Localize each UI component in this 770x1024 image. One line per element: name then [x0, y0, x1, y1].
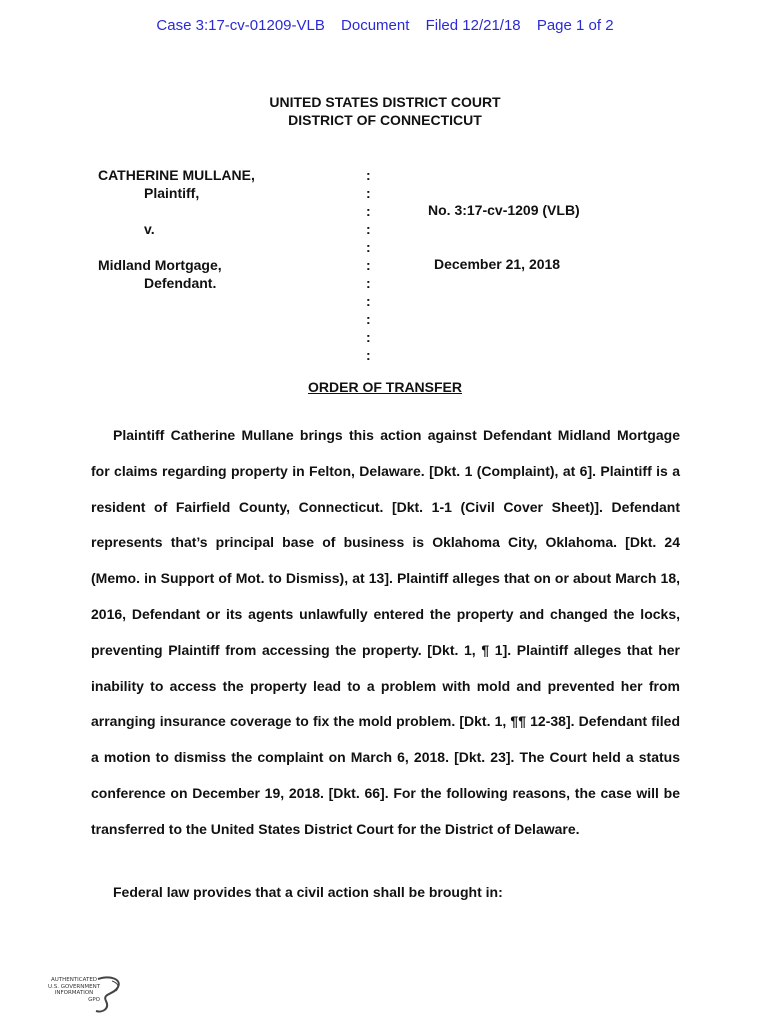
- eagle-icon: [92, 975, 126, 1015]
- defendant-name: Midland Mortgage,: [98, 257, 222, 273]
- case-number: No. 3:17-cv-1209 (VLB): [428, 202, 580, 218]
- defendant-role: Defendant.: [144, 275, 217, 291]
- order-title: ORDER OF TRANSFER: [308, 379, 462, 395]
- caption-colon: :: [366, 275, 371, 291]
- filed-date: Filed 12/21/18: [425, 17, 521, 34]
- caption-colon: :: [366, 329, 371, 345]
- caption-colon-column: [366, 166, 371, 364]
- gpo-authentication-logo: [44, 975, 134, 1015]
- caption-colon: :: [366, 347, 371, 363]
- caption-colon: :: [366, 221, 371, 237]
- plaintiff-name: CATHERINE MULLANE,: [98, 167, 255, 183]
- caption-colon: :: [366, 185, 371, 201]
- court-name: UNITED STATES DISTRICT COURT: [269, 94, 501, 110]
- caption-colon: :: [366, 203, 371, 219]
- document-label: Document: [341, 17, 410, 34]
- page-indicator: Page 1 of 2: [536, 17, 614, 34]
- filing-header: [0, 17, 770, 34]
- court-heading: [0, 93, 770, 129]
- case-caption-parties: [98, 166, 255, 292]
- order-paragraph-2: Federal law provides that a civil action shall be brought in:: [113, 884, 503, 900]
- case-number-header: Case 3:17-cv-01209-VLB: [156, 17, 325, 34]
- order-paragraph-1: Plaintiff Catherine Mullane brings this action against Defendant Midland Mortgage for claims regarding property in Felton, Delaware. [Dkt. 1 (Complaint), at 6]. Plaintiff is a resident of Fairfield County, Connecticut. [Dkt. 1-1 (Civil Cover Sheet)]. Defendant represents that’s principal base of business is Oklahoma City, Oklahoma. [Dkt. 24 (Memo. in Support of Mot. to Dismiss), at 13]. Plaintiff alleges that on or about March 18, 2016, Defendant or its agents unlawfully entered the property and changed the locks, preventing Plaintiff from accessing the property. [Dkt. 1, ¶ 1]. Plaintiff alleges that her inability to access the property lead to a problem with mold and prevented her from arranging insurance coverage to fix the mold problem. [Dkt. 1, ¶¶ 12-38]. Defendant filed a motion to dismiss the complaint on March 6, 2018. [Dkt. 23]. The Court held a status conference on December 19, 2018. [Dkt. 66]. For the following reasons, the case will be transferred to the United States District Court for the District of Delaware.: [91, 427, 680, 837]
- caption-colon: :: [366, 293, 371, 309]
- caption-colon: :: [366, 167, 371, 183]
- plaintiff-role: Plaintiff,: [144, 185, 200, 201]
- caption-colon: :: [366, 311, 371, 327]
- court-district: DISTRICT OF CONNECTICUT: [288, 112, 482, 128]
- caption-colon: :: [366, 239, 371, 255]
- order-date: December 21, 2018: [434, 256, 561, 272]
- versus: v.: [144, 221, 155, 237]
- caption-colon: :: [366, 257, 371, 273]
- gpo-logo-text: AUTHENTICATED U.S. GOVERNMENT INFORMATION GPO: [47, 977, 101, 1003]
